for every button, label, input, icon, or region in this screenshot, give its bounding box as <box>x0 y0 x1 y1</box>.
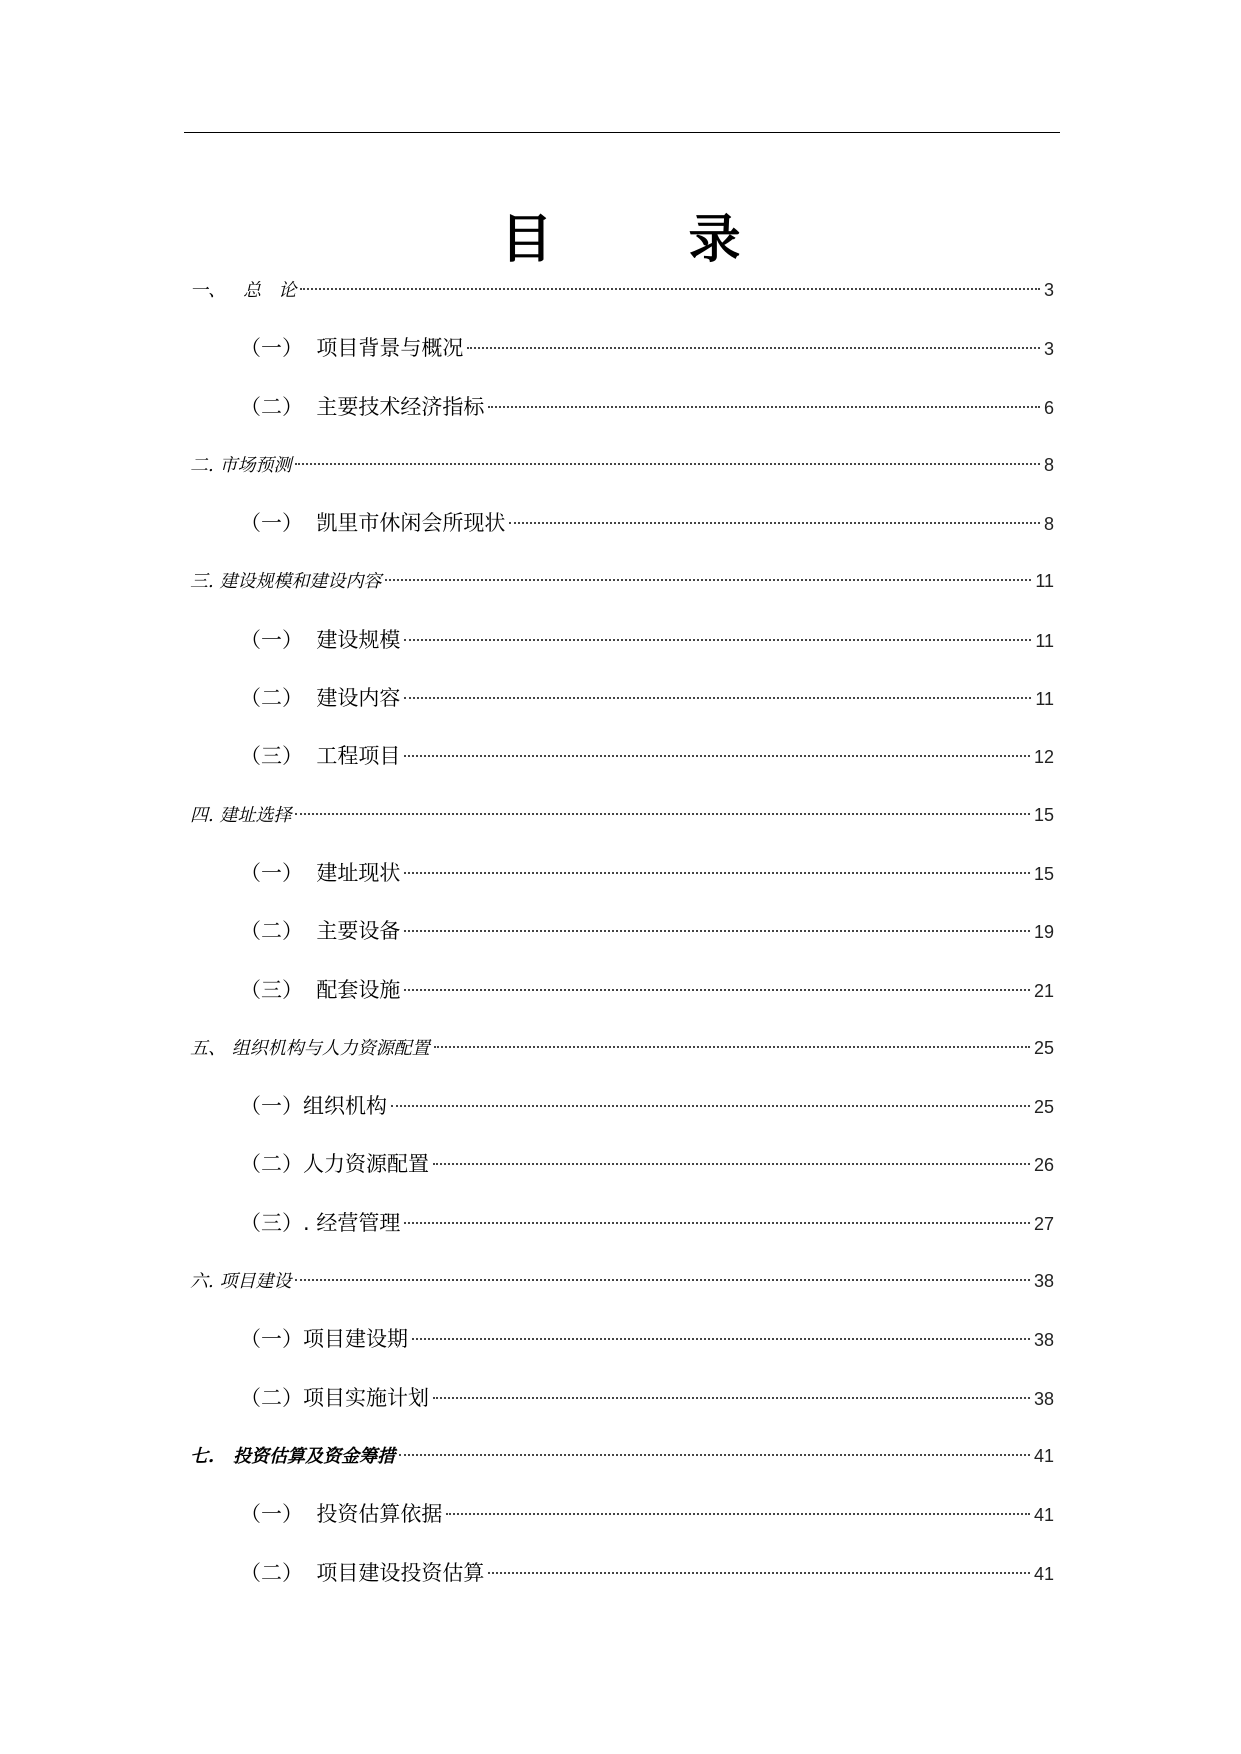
toc-list <box>190 270 1054 1611</box>
toc-dot-leader <box>404 1222 1030 1224</box>
toc-page-number: 25 <box>1033 1097 1054 1118</box>
toc-entry-label: 五、 组织机构与人力资源配置 <box>190 1037 430 1059</box>
header-rule <box>184 132 1060 133</box>
toc-chapter-entry[interactable] <box>190 1436 1054 1494</box>
toc-page-number: 11 <box>1035 571 1054 592</box>
toc-page-number: 41 <box>1033 1505 1054 1526</box>
toc-section-entry[interactable] <box>190 1553 1054 1611</box>
toc-entry-label: （一） 项目背景与概况 <box>240 336 464 361</box>
toc-page-number: 15 <box>1033 804 1054 825</box>
toc-entry-label: （三） 工程项目 <box>240 744 401 769</box>
toc-section-entry[interactable] <box>190 328 1054 386</box>
toc-page-number: 41 <box>1033 1445 1054 1466</box>
toc-section-entry[interactable] <box>190 1086 1054 1144</box>
toc-entry-label: （二） 主要设备 <box>240 919 401 944</box>
toc-page-number: 6 <box>1043 397 1054 418</box>
toc-entry-label: （一） 凯里市休闲会所现状 <box>240 511 506 536</box>
toc-page-number: 8 <box>1043 454 1054 475</box>
toc-page-number: 19 <box>1033 922 1054 943</box>
toc-page-number: 12 <box>1033 747 1054 768</box>
toc-entry-label: （二）项目实施计划 <box>240 1385 429 1410</box>
toc-dot-leader <box>295 813 1030 815</box>
toc-entry-label: 二. 市场预测 <box>190 454 292 476</box>
toc-section-entry[interactable] <box>190 970 1054 1028</box>
toc-dot-leader <box>385 579 1031 581</box>
toc-page-number: 11 <box>1035 630 1054 651</box>
toc-entry-label: 七. 投资估算及资金筹措 <box>190 1445 396 1467</box>
toc-dot-leader <box>300 288 1040 290</box>
toc-page-number: 11 <box>1035 689 1054 710</box>
toc-chapter-entry[interactable] <box>190 1028 1054 1086</box>
toc-entry-label: （一） 投资估算依据 <box>240 1502 443 1527</box>
toc-dot-leader <box>399 1454 1030 1456</box>
toc-page-number: 8 <box>1043 514 1054 535</box>
toc-entry-label: （一） 建址现状 <box>240 860 401 885</box>
toc-dot-leader <box>433 1397 1030 1399</box>
toc-page-number: 38 <box>1033 1271 1054 1292</box>
toc-dot-leader <box>433 1163 1030 1165</box>
toc-entry-label: 四. 建址选择 <box>190 804 292 826</box>
toc-entry-label: （二） 主要技术经济指标 <box>240 394 485 419</box>
toc-chapter-entry[interactable] <box>190 445 1054 503</box>
toc-dot-leader <box>404 989 1030 991</box>
toc-dot-leader <box>488 406 1040 408</box>
toc-section-entry[interactable] <box>190 1494 1054 1552</box>
toc-page-number: 38 <box>1033 1388 1054 1409</box>
toc-page-number: 27 <box>1033 1213 1054 1234</box>
toc-page-number: 25 <box>1033 1037 1054 1058</box>
toc-section-entry[interactable] <box>190 1319 1054 1377</box>
toc-entry-label: （一） 建设规模 <box>240 627 401 652</box>
toc-section-entry[interactable] <box>190 503 1054 561</box>
toc-section-entry[interactable] <box>190 678 1054 736</box>
toc-dot-leader <box>467 347 1040 349</box>
toc-dot-leader <box>404 872 1030 874</box>
toc-dot-leader <box>509 522 1040 524</box>
toc-entry-label: （三） 配套设施 <box>240 977 401 1002</box>
toc-dot-leader <box>446 1513 1030 1515</box>
toc-entry-label: （一）项目建设期 <box>240 1327 408 1352</box>
toc-chapter-entry[interactable] <box>190 561 1054 619</box>
toc-dot-leader <box>295 463 1040 465</box>
toc-page-number: 21 <box>1033 980 1054 1001</box>
toc-section-entry[interactable] <box>190 387 1054 445</box>
toc-entry-label: （三）. 经营管理 <box>240 1210 401 1235</box>
toc-section-entry[interactable] <box>190 1144 1054 1202</box>
toc-page-number: 41 <box>1033 1563 1054 1584</box>
toc-entry-label: 六. 项目建设 <box>190 1271 292 1293</box>
toc-section-entry[interactable] <box>190 911 1054 969</box>
toc-section-entry[interactable] <box>190 1378 1054 1436</box>
toc-section-entry[interactable] <box>190 1203 1054 1261</box>
toc-dot-leader <box>404 755 1030 757</box>
toc-dot-leader <box>488 1572 1030 1574</box>
toc-page-number: 38 <box>1033 1330 1054 1351</box>
toc-dot-leader <box>412 1338 1030 1340</box>
toc-page-number: 3 <box>1043 339 1054 360</box>
toc-dot-leader <box>404 639 1031 641</box>
toc-entry-label: （二）人力资源配置 <box>240 1152 429 1177</box>
toc-entry-label: 一、 总 论 <box>190 280 297 301</box>
toc-page-number: 26 <box>1033 1155 1054 1176</box>
toc-page-number: 15 <box>1033 863 1054 884</box>
toc-section-entry[interactable] <box>190 620 1054 678</box>
toc-dot-leader <box>295 1279 1030 1281</box>
toc-chapter-entry[interactable] <box>190 795 1054 853</box>
toc-dot-leader <box>434 1046 1030 1048</box>
toc-dot-leader <box>404 930 1030 932</box>
toc-entry-label: （二） 建设内容 <box>240 686 401 711</box>
page-title: 目 录 <box>500 210 783 270</box>
toc-page-number: 3 <box>1043 280 1054 300</box>
toc-entry-label: 三. 建设规模和建设内容 <box>190 571 382 593</box>
toc-dot-leader <box>391 1105 1030 1107</box>
toc-entry-label: （二） 项目建设投资估算 <box>240 1560 485 1585</box>
toc-section-entry[interactable] <box>190 853 1054 911</box>
toc-section-entry[interactable] <box>190 736 1054 794</box>
toc-dot-leader <box>404 697 1031 699</box>
toc-chapter-entry[interactable] <box>190 270 1054 328</box>
toc-chapter-entry[interactable] <box>190 1261 1054 1319</box>
toc-entry-label: （一）组织机构 <box>240 1094 387 1119</box>
